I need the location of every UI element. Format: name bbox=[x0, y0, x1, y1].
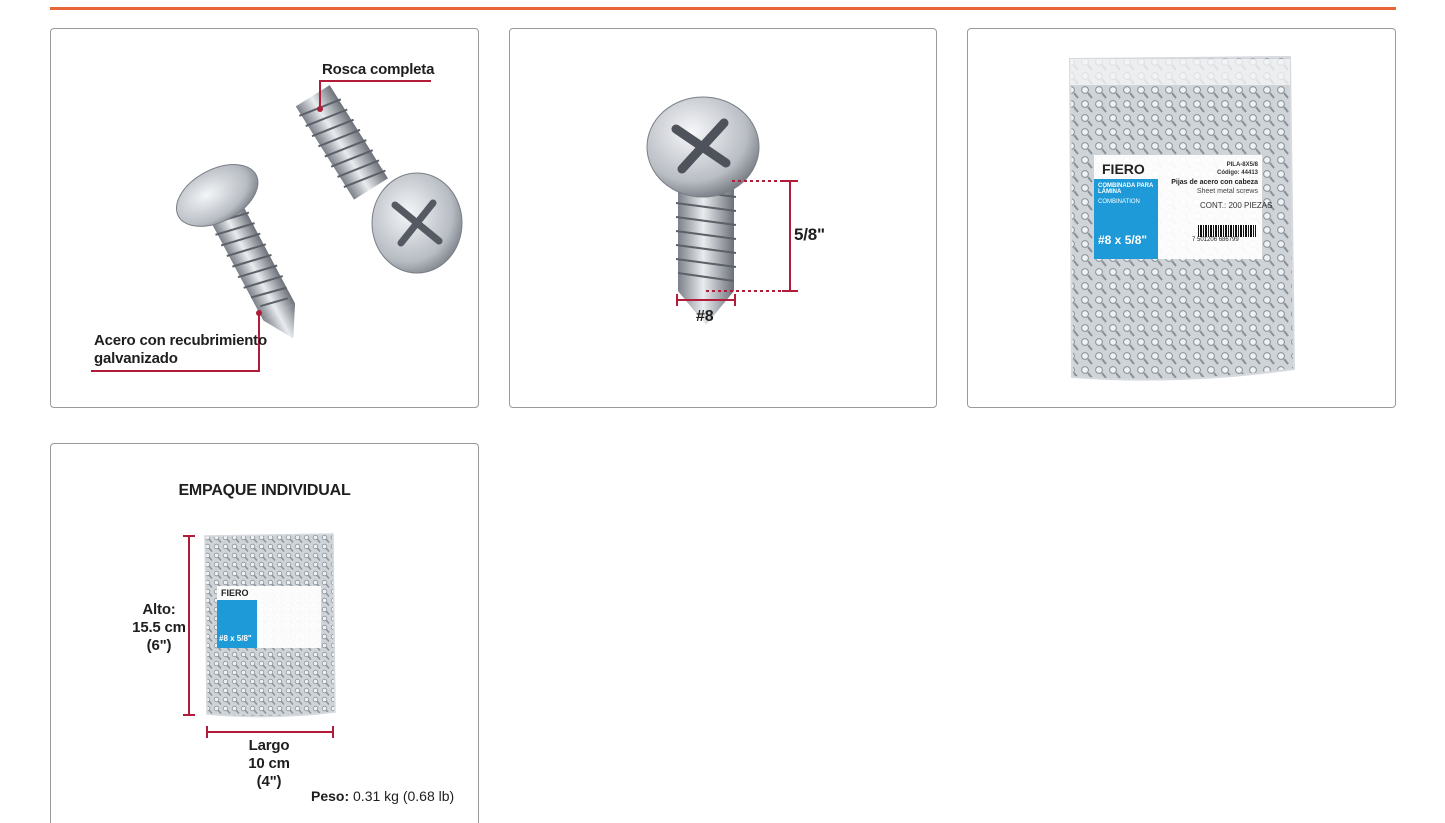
height-in: (6") bbox=[146, 637, 172, 654]
product-image-card-packaging-dimensions[interactable] bbox=[50, 443, 479, 823]
product-image-card-screws[interactable] bbox=[50, 28, 479, 408]
package-content: CONT.: 200 PIEZAS bbox=[1200, 201, 1273, 210]
package-size: #8 x 5/8" bbox=[1098, 233, 1148, 247]
package-code: Código: 44413 bbox=[1216, 170, 1258, 176]
package-title-es: Pijas de acero con cabeza bbox=[1171, 179, 1258, 186]
weight-label: Peso: bbox=[311, 788, 350, 804]
package-brand: FIERO bbox=[1102, 161, 1145, 177]
product-image-card-package[interactable] bbox=[967, 28, 1396, 408]
length-cm: 10 cm bbox=[248, 755, 290, 772]
height-cm: 15.5 cm bbox=[132, 619, 186, 636]
small-package-brand: FIERO bbox=[221, 588, 249, 598]
small-package-size: #8 x 5/8" bbox=[219, 634, 252, 643]
weight-value: 0.31 kg (0.68 lb) bbox=[353, 788, 455, 804]
length-label: Largo bbox=[248, 737, 290, 754]
length-dimension-label: 5/8" bbox=[794, 225, 825, 244]
gauge-dimension-label: #8 bbox=[696, 308, 714, 325]
package-title-en: Sheet metal screws bbox=[1196, 188, 1258, 195]
top-accent-rule bbox=[50, 7, 1396, 10]
thread-label: Rosca completa bbox=[322, 61, 435, 78]
package-model: PILA-8X5/8 bbox=[1226, 162, 1258, 168]
material-label-line1: Acero con recubrimiento bbox=[94, 332, 267, 349]
screw-dimension-illustration bbox=[510, 29, 937, 408]
height-label: Alto: bbox=[142, 601, 176, 618]
package-illustration bbox=[968, 29, 1396, 408]
length-in: (4") bbox=[256, 773, 282, 790]
packaging-title: EMPAQUE INDIVIDUAL bbox=[178, 482, 351, 499]
package-head-type-es: COMBINADA PARA LÁMINA bbox=[1098, 183, 1154, 195]
weight-row bbox=[311, 788, 454, 804]
package-head-type-en: COMBINATION bbox=[1098, 199, 1140, 205]
package-barcode-number: 7 501206 686799 bbox=[1192, 237, 1239, 243]
product-image-card-dimensions[interactable] bbox=[509, 28, 937, 408]
material-label-line2: galvanizado bbox=[94, 350, 178, 367]
barcode bbox=[1198, 225, 1256, 237]
